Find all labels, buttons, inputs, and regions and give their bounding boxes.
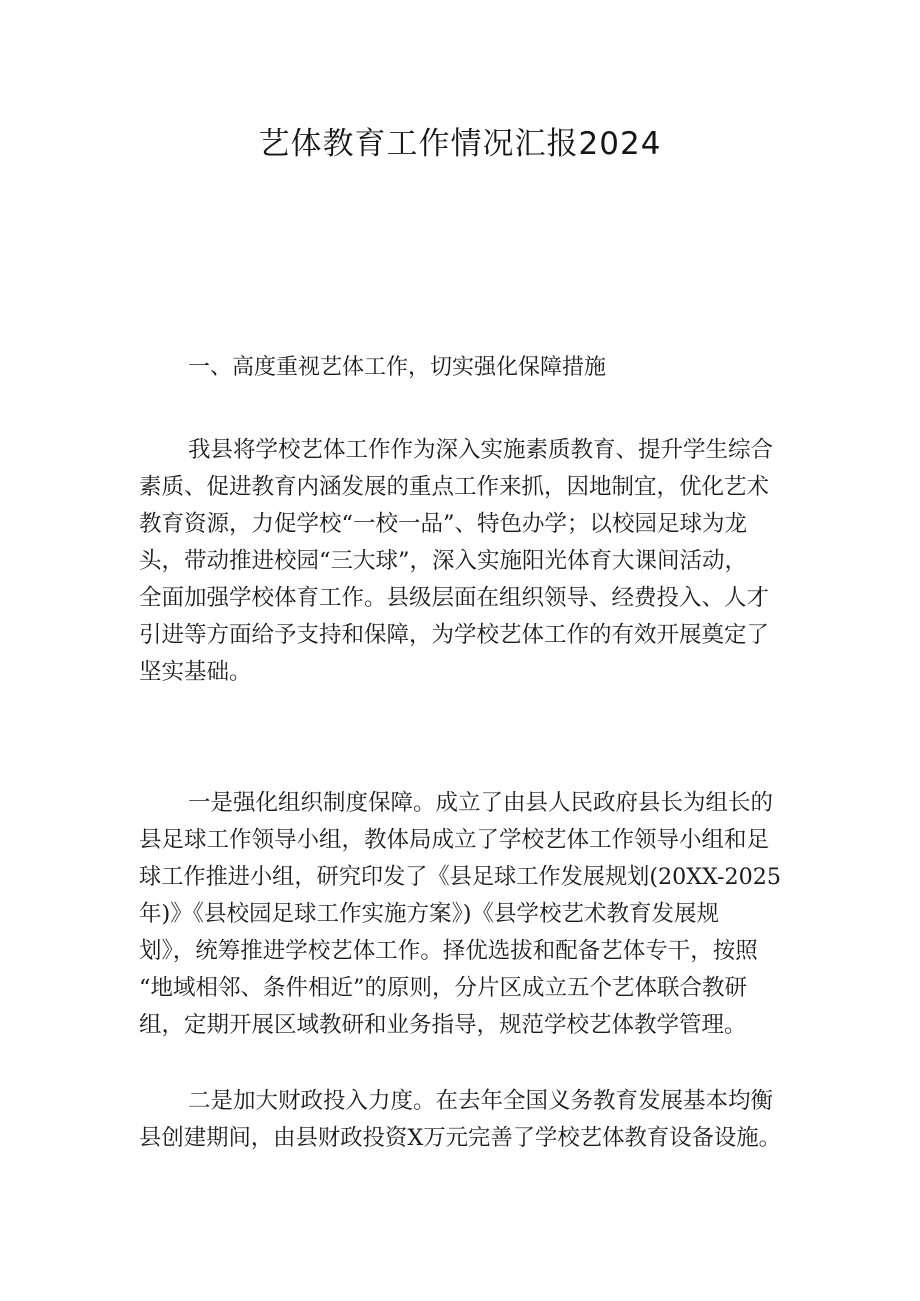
paragraph-line: 县足球工作领导小组，教体局成立了学校艺体工作领导小组和足 <box>139 827 770 853</box>
paragraph-line: 教育资源，力促学校“一校一品”、特色办学；以校园足球为龙 <box>139 511 748 537</box>
paragraph-line: “地域相邻、条件相近”的原则，分片区成立五个艺体联合教研 <box>139 975 748 1001</box>
paragraph-line: 坚实基础。 <box>139 659 252 685</box>
paragraph-line: 引进等方面给予支持和保障，为学校艺体工作的有效开展奠定了 <box>139 622 770 648</box>
paragraph-line: 一是强化组织制度保障。成立了由县人民政府县长为组长的 <box>188 790 774 816</box>
paragraph-line: 头，带动推进校园“三大球”，深入实施阳光体育大课间活动， <box>139 548 748 574</box>
paragraph-line: 二是加大财政投入力度。在去年全国义务教育发展基本均衡 <box>188 1088 774 1114</box>
paragraph-line: 全面加强学校体育工作。县级层面在组织领导、经费投入、人才 <box>139 585 770 611</box>
paragraph-line: 球工作推进小组，研究印发了《县足球工作发展规划(20XX-2025 <box>139 864 782 890</box>
paragraph-line: 年)》《县校园足球工作实施方案》)《县学校艺术教育发展规 <box>139 901 720 927</box>
paragraph-line: 我县将学校艺体工作作为深入实施素质教育、提升学生综合 <box>188 437 774 463</box>
section-heading: 一、高度重视艺体工作，切实强化保障措施 <box>188 355 607 380</box>
paragraph-line: 素质、促进教育内涵发展的重点工作来抓，因地制宜，优化艺术 <box>139 474 770 500</box>
paragraph-line: 县创建期间，由县财政投资X万元完善了学校艺体教育设备设施。 <box>139 1125 782 1151</box>
document-title: 艺体教育工作情况汇报2024 <box>258 126 662 162</box>
paragraph-line: 划》，统筹推进学校艺体工作。择优选拔和配备艺体专干，按照 <box>139 938 758 964</box>
paragraph-line: 组，定期开展区域教研和业务指导，规范学校艺体教学管理。 <box>139 1012 747 1038</box>
